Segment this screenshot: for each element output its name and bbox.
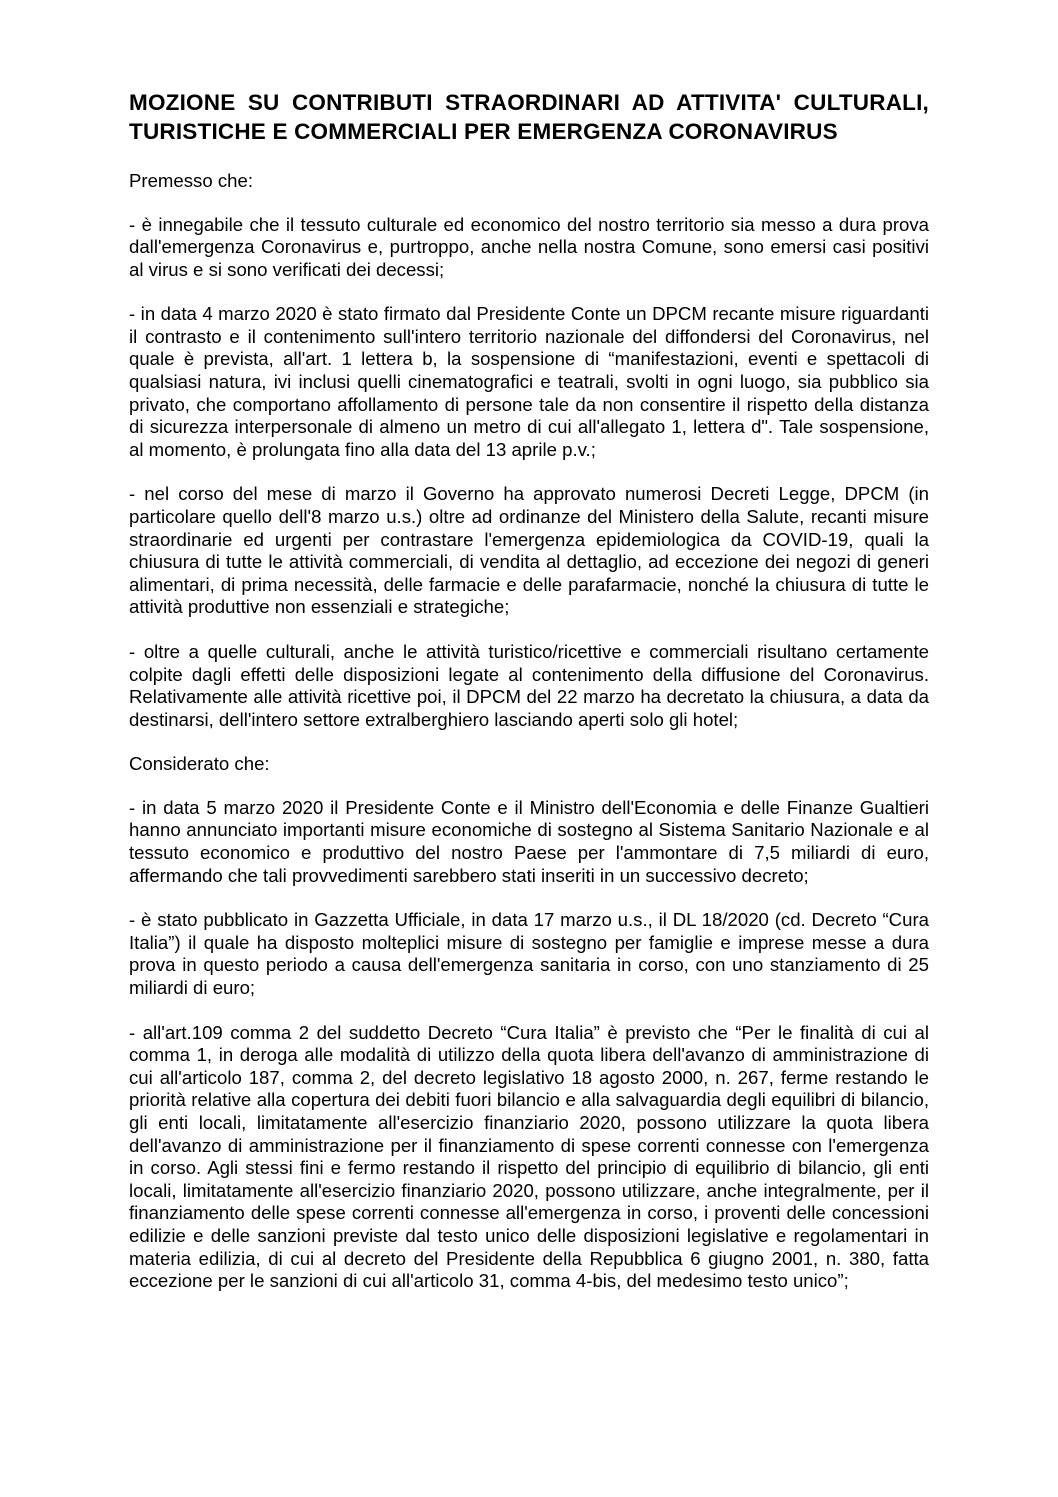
paragraph: - è stato pubblicato in Gazzetta Ufficiale, in data 17 marzo u.s., il DL 18/2020 (cd. Decreto “Cura Italia”) il quale ha disposto molteplici misure di sostegno per famiglie e imprese messe a dura prova in questo periodo a causa dell'emergenza sanitaria in corso, con uno stanziamento di 25 miliardi di euro; [129, 909, 929, 999]
paragraph: - in data 5 marzo 2020 il Presidente Conte e il Ministro dell'Economia e delle Finanze Gualtieri hanno annunciato importanti misure economiche di sostegno al Sistema Sanitario Nazionale e al tessuto economico e produttivo del nostro Paese per l'ammontare di 7,5 miliardi di euro, affermando che tali provvedimenti sarebbero stati inseriti in un successivo decreto; [129, 796, 929, 886]
document-page [129, 88, 929, 1315]
paragraph: - oltre a quelle culturali, anche le attività turistico/ricettive e commerciali risultano certamente colpite dagli effetti delle disposizioni legate al contenimento della diffusione del Coronavirus. Relativamente alle attività ricettive poi, il DPCM del 22 marzo ha decretato la chiusura, a data da destinarsi, dell'intero settore extralberghiero lasciando aperti solo gli hotel; [129, 641, 929, 730]
considerato-heading: Considerato che: [129, 753, 270, 775]
paragraph: - nel corso del mese di marzo il Governo ha approvato numerosi Decreti Legge, DPCM (in particolare quello dell'8 marzo u.s.) oltre ad ordinanze del Ministero della Salute, recanti misure straordinarie ed urgenti per contrastare l'emergenza epidemiologica da COVID-19, quali la chiusura di tutte le attività commerciali, di vendita al dettaglio, ad eccezione dei negozi di generi alimentari, di prima necessità, delle farmacie e delle parafarmacie, nonché la chiusura di tutte le attività produttive non essenziali e strategiche; [129, 483, 929, 618]
paragraph: - in data 4 marzo 2020 è stato firmato dal Presidente Conte un DPCM recante misure riguardanti il contrasto e il contenimento sull'intero territorio nazionale del diffondersi del Coronavirus, nel quale è prevista, all'art. 1 lettera b, la sospensione di “manifestazioni, eventi e spettacoli di qualsiasi natura, ivi inclusi quelli cinematografici e teatrali, svolti in ogni luogo, sia pubblico sia privato, che comportano affollamento di persone tale da non consentire il rispetto della distanza di sicurezza interpersonale di almeno un metro di cui all'allegato 1, lettera d". Tale sospensione, al momento, è prolungata fino alla data del 13 aprile p.v.; [129, 303, 929, 460]
premesso-heading: Premesso che: [129, 170, 254, 191]
paragraph: - all'art.109 comma 2 del suddetto Decreto “Cura Italia” è previsto che “Per le finalità di cui al comma 1, in deroga alle modalità di utilizzo della quota libera dell'avanzo di amministrazione di cui all'articolo 187, comma 2, del decreto legislativo 18 agosto 2000, n. 267, ferme restando le priorità relative alla copertura dei debiti fuori bilancio e alla salvaguardia degli equilibri di bilancio, gli enti locali, limitatamente all'esercizio finanziario 2020, possono utilizzare la quota libera dell'avanzo di amministrazione per il finanziamento di spese correnti connesse con l'emergenza in corso. Agli stessi fini e fermo restando il rispetto del principio di equilibrio di bilancio, gli enti locali, limitatamente all'esercizio finanziario 2020, possono utilizzare, anche integralmente, per il finanziamento delle spese correnti connesse all'emergenza in corso, i proventi delle concessioni edilizie e delle sanzioni previste dal testo unico delle disposizioni legislative e regolamentari in materia edilizia, di cui al decreto del Presidente della Repubblica 6 giugno 2001, n. 380, fatta eccezione per le sanzioni di cui all'articolo 31, comma 4-bis, del medesimo testo unico”; [129, 1021, 929, 1292]
document-title: MOZIONE SU CONTRIBUTI STRAORDINARI AD ATTIVITA' CULTURALI, TURISTICHE E COMMERCIALI PER EMERGENZA CORONAVIRUS [129, 90, 929, 144]
paragraph: - è innegabile che il tessuto culturale ed economico del nostro territorio sia messo a dura prova dall'emergenza Coronavirus e, purtroppo, anche nella nostra Comune, sono emersi casi positivi al virus e si sono verificati dei decessi; [129, 213, 929, 280]
